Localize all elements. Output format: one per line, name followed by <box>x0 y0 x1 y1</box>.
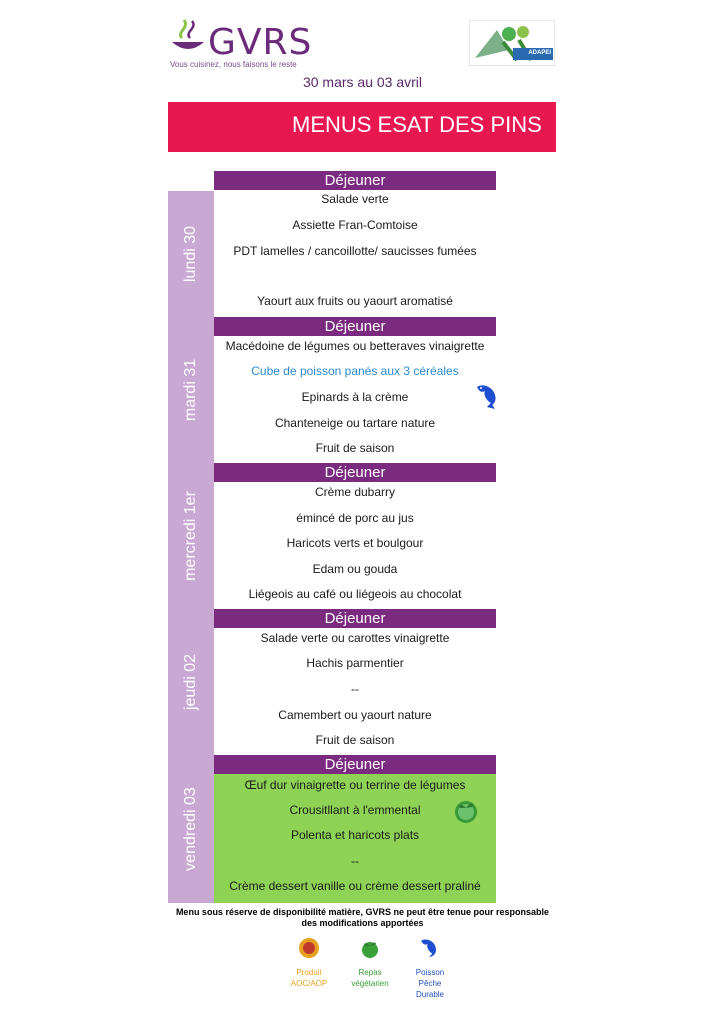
menu-item: Haricots verts et boulgour <box>286 536 424 550</box>
day-block-mercredi <box>168 463 496 609</box>
runners-icon <box>469 20 555 66</box>
disclaimer-line: des modifications apportées <box>301 918 424 928</box>
day-label-column <box>168 463 214 609</box>
legend-label: Repas <box>358 968 382 977</box>
menu-item: Salade verte <box>321 192 389 206</box>
fish-legend-icon <box>418 936 442 960</box>
day-label-column <box>168 191 214 317</box>
menu-item: Crème dessert vanille ou crème dessert praliné <box>229 879 481 893</box>
day-block-vendredi <box>168 755 496 903</box>
menu-item: émincé de porc au jus <box>296 511 414 525</box>
menu-item: Epinards à la crème <box>301 390 409 404</box>
day-label: jeudi 02 <box>182 653 199 711</box>
aoc-badge-icon <box>297 936 321 960</box>
menu-item: Camembert ou yaourt nature <box>278 708 432 722</box>
menu-item: Chanteneige ou tartare nature <box>274 416 436 430</box>
day-label: vendredi 03 <box>182 787 199 871</box>
menu-item: Crousitllant à l'emmental <box>289 803 421 817</box>
legend-label: AOC/AOP <box>290 979 328 988</box>
day-label-column <box>168 755 214 903</box>
menu-item: Liégeois au café ou liégeois au chocolat <box>248 587 462 601</box>
brand-tagline: Vous cuisinez, nous faisons le reste <box>170 60 297 69</box>
menu-item: -- <box>351 854 359 868</box>
menu-item-fish: Cube de poisson panés aux 3 céréales <box>251 364 459 378</box>
day-label-column <box>168 317 214 463</box>
meal-header: Déjeuner <box>214 755 496 774</box>
meal-header: Déjeuner <box>214 171 496 190</box>
disclaimer <box>0 907 725 929</box>
vegetarian-icon <box>452 796 480 824</box>
legend-label: Poisson <box>415 968 445 977</box>
menu-item: Yaourt aux fruits ou yaourt aromatisé <box>257 294 453 308</box>
gvrs-logo <box>168 18 343 70</box>
vegetarian-legend-icon <box>358 936 382 960</box>
menu-item: PDT lamelles / cancoillotte/ saucisses fumées <box>233 244 477 258</box>
day-label: lundi 30 <box>182 225 199 283</box>
menu-item: -- <box>351 682 359 696</box>
day-label-column <box>168 609 214 755</box>
menu-item: Polenta et haricots plats <box>290 828 420 842</box>
menu-item: Assiette Fran-Comtoise <box>292 218 418 232</box>
title-banner <box>168 102 556 152</box>
legend-label: Pêche <box>418 979 442 988</box>
legend-label: Durable <box>415 990 444 999</box>
menu-item: Salade verte ou carottes vinaigrette <box>260 631 450 645</box>
meal-header: Déjeuner <box>214 609 496 628</box>
legend-aoc <box>279 936 339 989</box>
legend-vegetarian <box>340 936 400 989</box>
legend-label: végétarien <box>351 979 389 988</box>
menu-item: Hachis parmentier <box>306 656 404 670</box>
day-block-lundi <box>168 171 496 317</box>
menu-item: Fruit de saison <box>315 733 395 747</box>
day-label: mercredi 1er <box>182 491 199 581</box>
fish-icon <box>473 381 503 411</box>
adapei-logo <box>469 20 555 66</box>
day-label: mardi 31 <box>182 358 199 422</box>
partner-name: ADAPEI <box>528 50 551 56</box>
date-range: 30 mars au 03 avril <box>302 74 423 90</box>
meal-header: Déjeuner <box>214 463 496 482</box>
brand-name: GVRS <box>208 22 313 63</box>
legend-fish <box>400 936 460 1000</box>
steaming-bowl-icon <box>168 18 208 58</box>
page-title: MENUS ESAT DES PINS <box>292 112 542 137</box>
legend-label: Produit <box>296 968 322 977</box>
menu-item: Œuf dur vinaigrette ou terrine de légumes <box>244 778 466 792</box>
menu-item: Fruit de saison <box>315 441 395 455</box>
day-block-jeudi <box>168 609 496 755</box>
day-block-mardi <box>168 317 496 463</box>
menu-item: Macédoine de légumes ou betteraves vinaigrette <box>225 339 485 353</box>
menu-item: Edam ou gouda <box>312 562 398 576</box>
menu-item: Crème dubarry <box>314 485 396 499</box>
disclaimer-line: Menu sous réserve de disponibilité matière, GVRS ne peut être tenue pour responsable <box>175 907 550 917</box>
meal-header: Déjeuner <box>214 317 496 336</box>
